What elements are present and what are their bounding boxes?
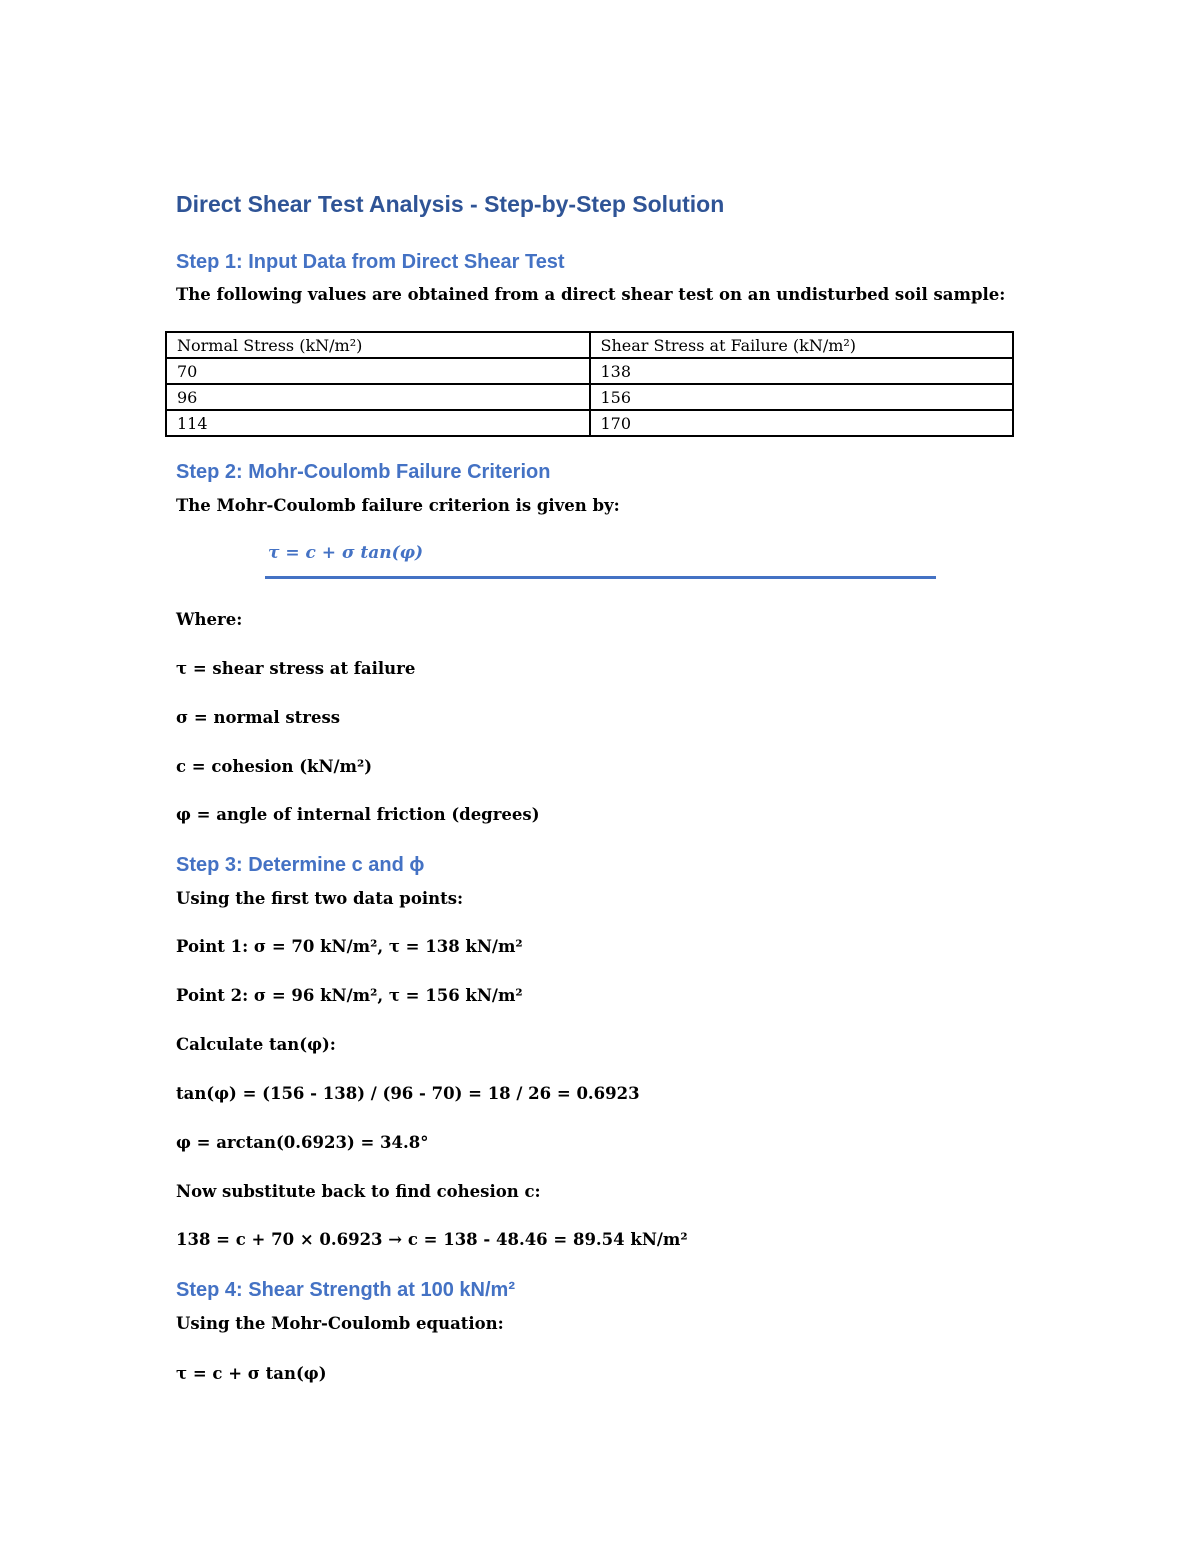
where-label: Where:: [176, 610, 243, 629]
table-cell: 70: [166, 358, 590, 384]
definition-phi: φ = angle of internal friction (degrees): [176, 805, 540, 824]
shear-test-data-table: [165, 331, 1014, 437]
table-row: [166, 358, 1013, 384]
step3-cohesion-result: 138 = c + 70 × 0.6923 → c = 138 - 48.46 = 89.54 kN/m²: [176, 1230, 688, 1249]
table-cell: 114: [166, 410, 590, 436]
table-cell: 170: [590, 410, 1014, 436]
step3-line: Using the first two data points:: [176, 889, 464, 908]
table-row: [166, 384, 1013, 410]
table-cell: 156: [590, 384, 1014, 410]
definition-tau: τ = shear stress at failure: [176, 659, 416, 678]
table-row: [166, 410, 1013, 436]
table-header-cell: Shear Stress at Failure (kN/m²): [590, 332, 1014, 358]
step3-point2: Point 2: σ = 96 kN/m², τ = 156 kN/m²: [176, 986, 523, 1005]
step4-heading: Step 4: Shear Strength at 100 kN/m²: [176, 1279, 515, 1301]
step2-heading: Step 2: Mohr-Coulomb Failure Criterion: [176, 461, 551, 483]
definition-sigma: σ = normal stress: [176, 708, 341, 727]
step3-tan-calc: tan(φ) = (156 - 138) / (96 - 70) = 18 / 26 = 0.6923: [176, 1084, 640, 1103]
step3-phi-result: φ = arctan(0.6923) = 34.8°: [176, 1133, 429, 1152]
step1-intro: The following values are obtained from a direct shear test on an undisturbed soil sample:: [176, 285, 1006, 304]
table-cell: 138: [590, 358, 1014, 384]
mohr-coulomb-equation: τ = c + σ tan(φ): [268, 543, 424, 563]
step3-point1: Point 1: σ = 70 kN/m², τ = 138 kN/m²: [176, 937, 523, 956]
step1-heading: Step 1: Input Data from Direct Shear Test: [176, 251, 565, 273]
step4-equation: τ = c + σ tan(φ): [176, 1364, 327, 1383]
step3-heading: Step 3: Determine c and ϕ: [176, 854, 425, 876]
table-cell: 96: [166, 384, 590, 410]
definition-c: c = cohesion (kN/m²): [176, 757, 373, 776]
table-header-cell: Normal Stress (kN/m²): [166, 332, 590, 358]
equation-underline: [265, 576, 936, 579]
step2-intro: The Mohr-Coulomb failure criterion is given by:: [176, 496, 620, 515]
step3-calc-label: Calculate tan(φ):: [176, 1035, 336, 1054]
table-header-row: [166, 332, 1013, 358]
step4-line: Using the Mohr-Coulomb equation:: [176, 1314, 504, 1333]
page-title: Direct Shear Test Analysis - Step-by-Step Solution: [176, 191, 725, 217]
step3-substitute-label: Now substitute back to find cohesion c:: [176, 1182, 541, 1201]
